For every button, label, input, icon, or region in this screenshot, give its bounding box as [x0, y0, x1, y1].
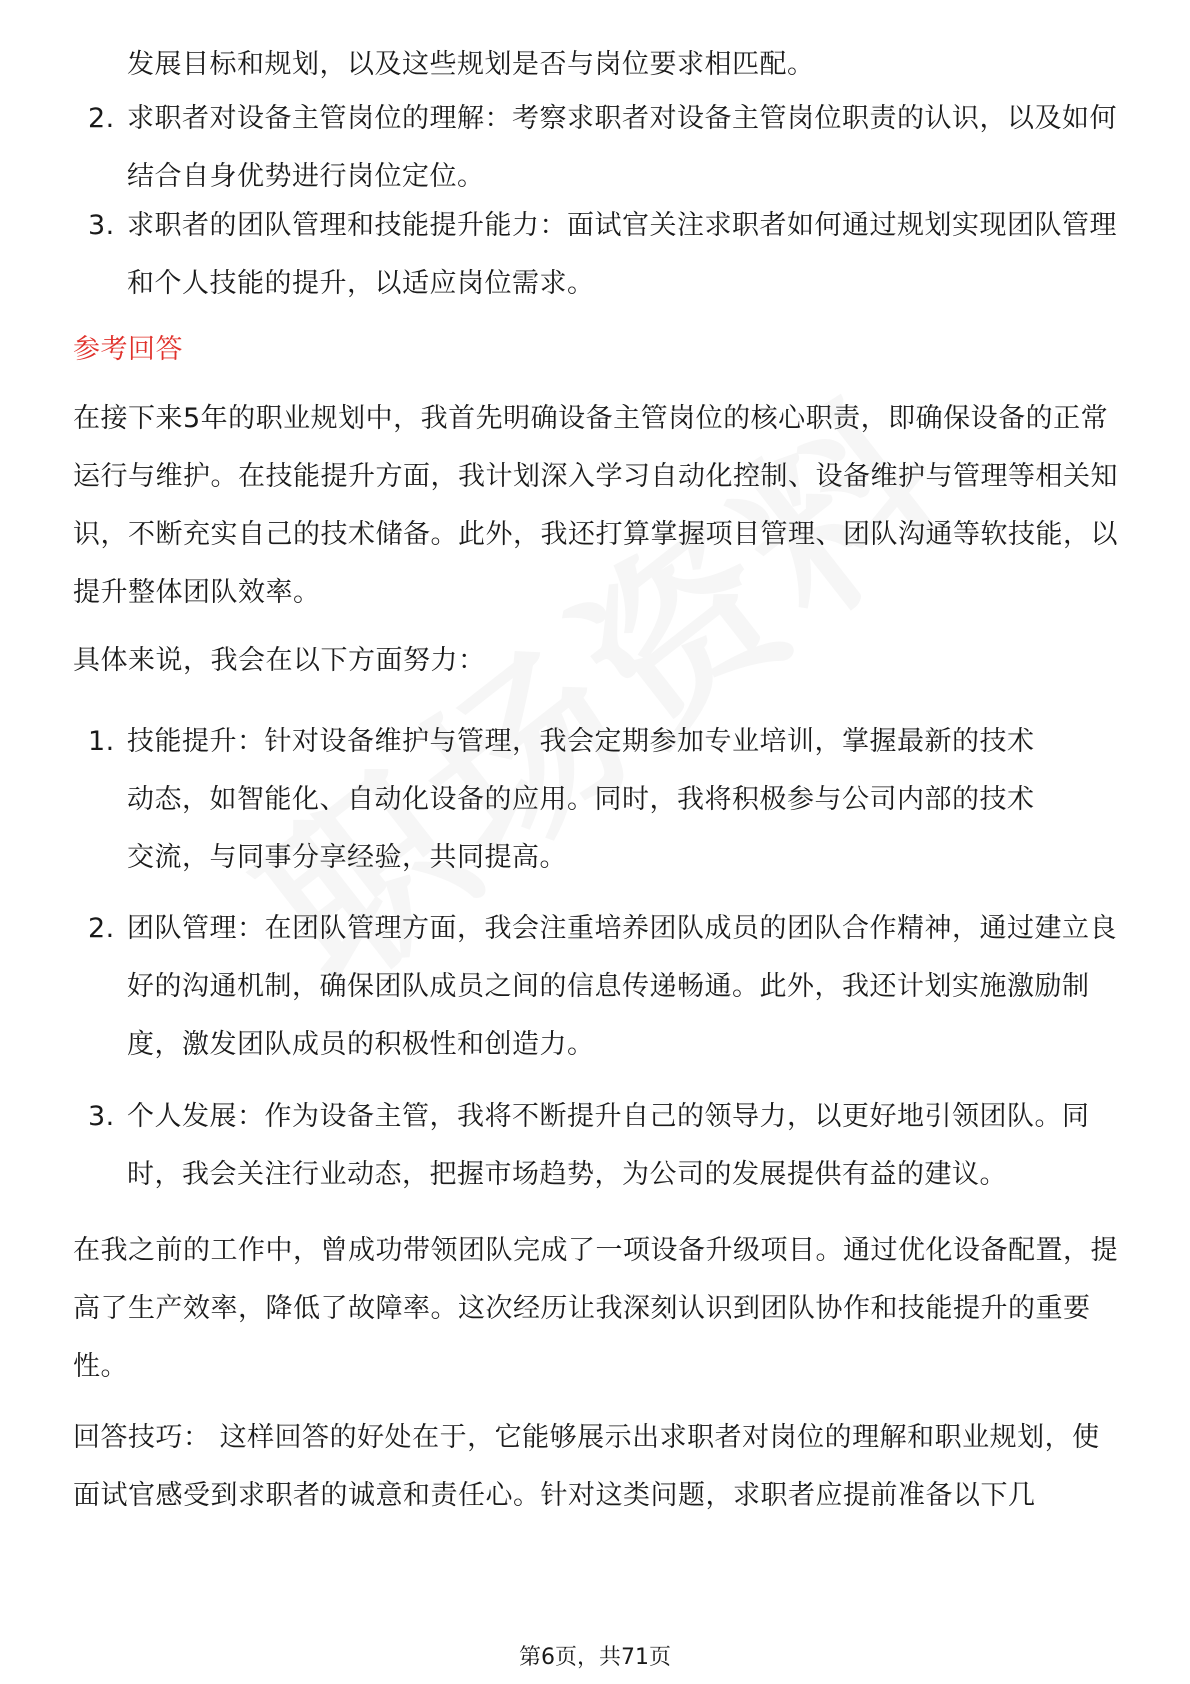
list-number: 2. — [88, 913, 115, 944]
list-text: 技能提升：针对设备维护与管理，我会定期参加专业培训，掌握最新的技术动态，如智能化、自动化设备的应用。同时，我将积极参与公司内部的技术交流，与同事分享经验，共同提高。 — [127, 726, 1035, 873]
list-number: 3. — [88, 1101, 115, 1132]
list-text: 求职者对设备主管岗位的理解：考察求职者对设备主管岗位职责的认识，以及如何结合自身优势进行岗位定位。 — [127, 103, 1117, 192]
section-title: 参考回答 — [73, 334, 183, 365]
list-text: 求职者的团队管理和技能提升能力：面试官关注求职者如何通过规划实现团队管理和个人技能的提升，以适应岗位需求。 — [127, 210, 1117, 299]
list-text: 个人发展：作为设备主管，我将不断提升自己的领导力，以更好地引领团队。同时，我会关注行业动态，把握市场趋势，为公司的发展提供有益的建议。 — [127, 1101, 1090, 1190]
page-number: 第6页，共71页 — [519, 1645, 671, 1670]
list-text: 团队管理：在团队管理方面，我会注重培养团队成员的团队合作精神，通过建立良好的沟通机制，确保团队成员之间的信息传递畅通。此外，我还计划实施激励制度，激发团队成员的积极性和创造力。 — [127, 913, 1117, 1060]
answer-paragraph-2: 具体来说，我会在以下方面努力： — [73, 645, 486, 676]
intro-continuation: 发展目标和规划，以及这些规划是否与岗位要求相匹配。 — [127, 49, 815, 80]
answer-paragraph-1: 在接下来5年的职业规划中，我首先明确设备主管岗位的核心职责，即确保设备的正常运行与维护。在技能提升方面，我计划深入学习自动化控制、设备维护与管理等相关知识，不断充实自己的技术储备。此外，我还打算掌握项目管理、团队沟通等软技能，以提升整体团队效率。 — [73, 403, 1118, 608]
list-number: 1. — [88, 726, 115, 757]
answer-paragraph-3: 在我之前的工作中，曾成功带领团队完成了一项设备升级项目。通过优化设备配置，提高了生产效率，降低了故障率。这次经历让我深刻认识到团队协作和技能提升的重要性。 — [73, 1235, 1118, 1382]
list-number: 3. — [88, 210, 115, 241]
list-number: 2. — [88, 103, 115, 134]
answer-tips: 回答技巧： 这样回答的好处在于，它能够展示出求职者对岗位的理解和职业规划，使面试官感受到求职者的诚意和责任心。针对这类问题，求职者应提前准备以下几 — [73, 1422, 1100, 1511]
